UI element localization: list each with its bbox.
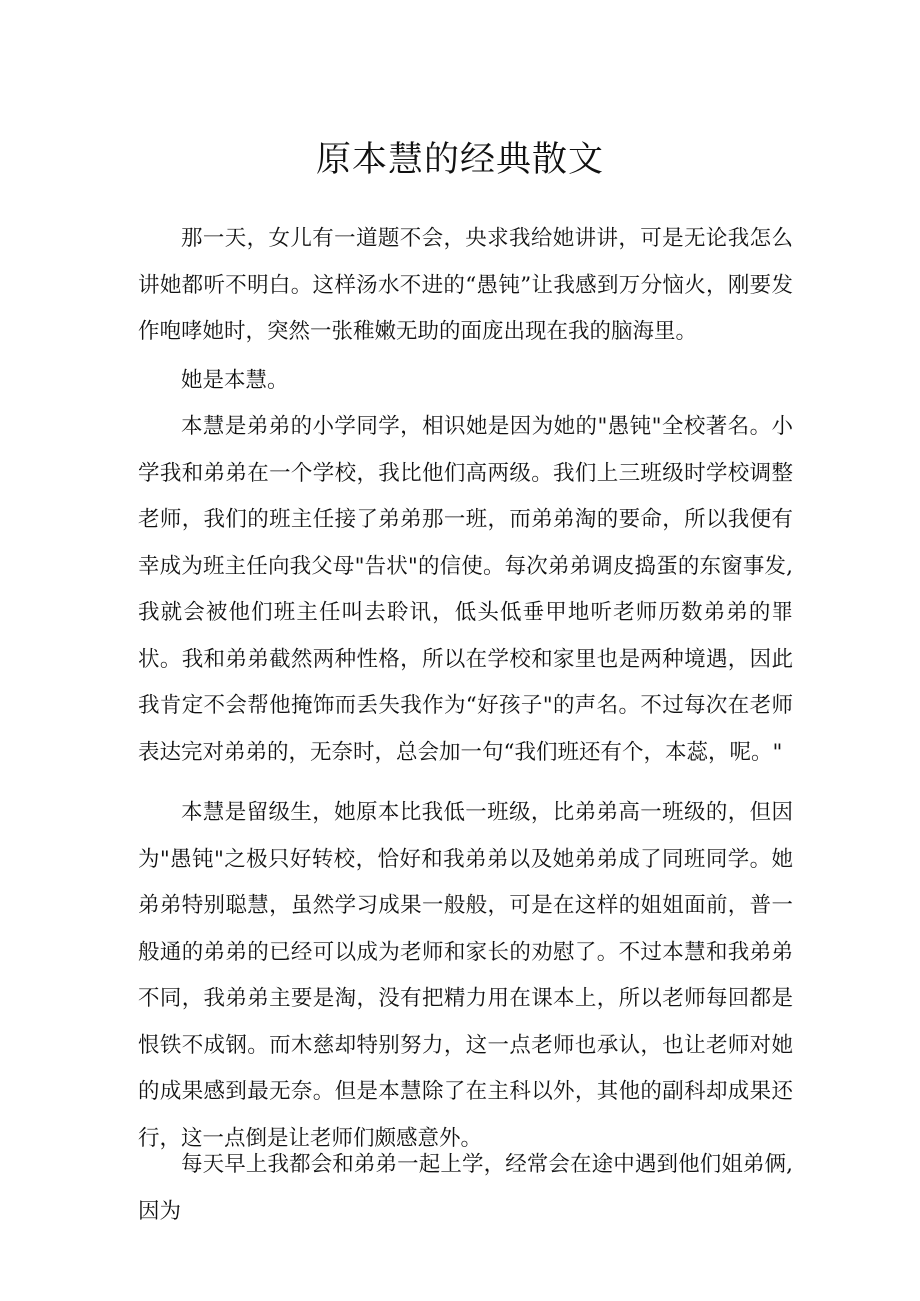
paragraph-5: 每天早上我都会和弟弟一起上学，经常会在途中遇到他们姐弟俩,因为 bbox=[138, 1152, 793, 1224]
paragraph-1: 那一天，女儿有一道题不会，央求我给她讲讲，可是无论我怎么讲她都听不明白。这样汤水不进的“愚钝”让我感到万分恼火，刚要发作咆哮她时，突然一张稚嫩无助的面庞出现在我的脑海里。 bbox=[138, 226, 793, 344]
paragraph-3: 本慧是弟弟的小学同学，相识她是因为她的"愚钝"全校著名。小学我和弟弟在一个学校，我比他们高两级。我们上三班级时学校调整老师，我们的班主任接了弟弟那一班，而弟弟淘的要命，所以我便有幸成为班主任向我父母"告状"的信使。每次弟弟调皮捣蛋的东窗事发,我就会被他们班主任叫去聆讯，低头低垂甲地听老师历数弟弟的罪状。我和弟弟截然两种性格，所以在学校和家里也是两种境遇，因此我肯定不会帮他掩饰而丢失我作为“好孩子"的声名。不过每次在老师表达完对弟弟的，无奈时，总会加一句“我们班还有个，本蕊，呢。" bbox=[138, 414, 793, 765]
document-title: 原本慧的经典散文 bbox=[315, 140, 604, 180]
paragraph-4: 本慧是留级生，她原本比我低一班级，比弟弟高一班级的，但因为"愚钝"之极只好转校，恰好和我弟弟以及她弟弟成了同班同学。她弟弟特别聪慧，虽然学习成果一般般，可是在这样的姐姐面前，普一般通的弟弟的已经可以成为老师和家长的劝慰了。不过本慧和我弟弟不同，我弟弟主要是淘，没有把精力用在课本上，所以老师每回都是恨铁不成钢。而木慈却特别努力，这一点老师也承认，也让老师对她的成果感到最无奈。但是本慧除了在主科以外，其他的副科却成果还行，这一点倒是让老师们颇感意外。 bbox=[138, 800, 793, 1151]
paragraph-2: 她是本慧。 bbox=[181, 368, 289, 393]
